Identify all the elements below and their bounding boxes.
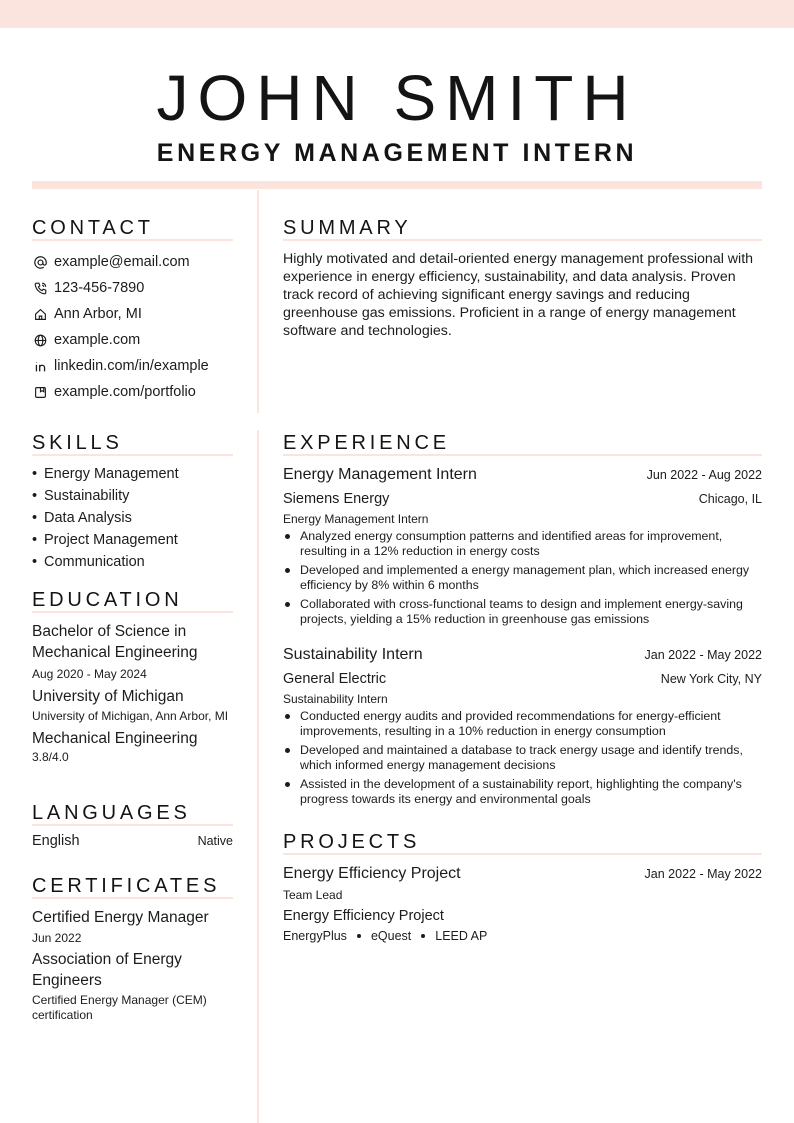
contact-heading: CONTACT xyxy=(32,217,154,239)
job-title: Energy Management Intern xyxy=(283,466,477,483)
header-divider xyxy=(32,181,762,189)
contact-phone-text: 123-456-7890 xyxy=(54,280,145,296)
projects-heading: PROJECTS xyxy=(283,831,421,853)
projects-rule xyxy=(283,853,762,855)
contact-linkedin[interactable] xyxy=(32,353,252,379)
list-item: • Data Analysis xyxy=(32,510,132,526)
certificate-description: Certified Energy Manager (CEM) certification xyxy=(32,993,207,1022)
globe-icon xyxy=(32,332,48,348)
email-icon xyxy=(32,254,48,270)
list-item: Developed and implemented a energy management plan, which increased energy efficiency by 8% within 6 months xyxy=(283,563,762,593)
project-role: Team Lead xyxy=(283,888,343,902)
project-entry xyxy=(283,863,762,945)
certificates-heading: CERTIFICATES xyxy=(32,875,221,897)
contact-email[interactable] xyxy=(32,249,252,275)
education-gpa: 3.8/4.0 xyxy=(32,750,69,764)
phone-icon xyxy=(32,280,48,296)
project-name: Energy Efficiency Project xyxy=(283,865,461,882)
list-item: Conducted energy audits and provided recommendations for energy-efficient improvements, resulting in a 10% reduction in energy consumption xyxy=(283,709,762,739)
list-item: • Sustainability xyxy=(32,488,130,504)
experience-rule xyxy=(283,454,762,456)
contact-email-text: example@email.com xyxy=(54,254,190,270)
project-tool: LEED AP xyxy=(435,929,488,943)
education-rule xyxy=(32,611,233,613)
project-tool: EnergyPlus xyxy=(283,929,347,943)
linkedin-icon xyxy=(32,358,48,374)
contact-portfolio[interactable] xyxy=(32,379,252,405)
contact-rule xyxy=(32,239,233,241)
experience-heading: EXPERIENCE xyxy=(283,432,450,454)
job-company: Siemens Energy xyxy=(283,491,390,507)
experience-entry-2 xyxy=(283,644,762,811)
language-name: English xyxy=(32,833,80,849)
job-company: General Electric xyxy=(283,671,387,687)
job-dates: Jan 2022 - May 2022 xyxy=(644,648,762,662)
job-bullets xyxy=(283,529,762,627)
contact-portfolio-text: example.com/portfolio xyxy=(54,384,196,400)
language-level: Native xyxy=(197,834,233,848)
languages-heading: LANGUAGES xyxy=(32,802,191,824)
certificate-date: Jun 2022 xyxy=(32,931,82,945)
list-item: Analyzed energy consumption patterns and identified areas for improvement, resulting in a 12% reduction in energy costs xyxy=(283,529,762,559)
summary-rule xyxy=(283,239,762,241)
job-location: New York City, NY xyxy=(660,672,762,686)
candidate-name: JOHN SMITH xyxy=(156,62,638,134)
skills-rule xyxy=(32,454,233,456)
job-location: Chicago, IL xyxy=(698,492,762,506)
language-row xyxy=(32,833,233,849)
project-dates: Jan 2022 - May 2022 xyxy=(644,867,762,881)
certificate-name: Certified Energy Manager xyxy=(32,909,209,926)
education-location: University of Michigan, Ann Arbor, MI xyxy=(32,709,229,723)
education-school: University of Michigan xyxy=(32,688,184,705)
column-divider-bottom xyxy=(257,430,259,1123)
project-subtitle: Energy Efficiency Project xyxy=(283,908,444,924)
education-entry xyxy=(32,621,237,765)
experience-entry-1 xyxy=(283,464,762,631)
contact-linkedin-text: linkedin.com/in/example xyxy=(54,358,209,374)
skills-list xyxy=(32,463,242,573)
list-item: • Communication xyxy=(32,554,145,570)
contact-phone[interactable] xyxy=(32,275,252,301)
contact-location-text: Ann Arbor, MI xyxy=(54,306,142,322)
certificate-issuer: Association of Energy Engineers xyxy=(32,951,182,989)
candidate-title: ENERGY MANAGEMENT INTERN xyxy=(156,139,638,167)
contact-location xyxy=(32,301,252,327)
list-item: Collaborated with cross-functional teams to design and implement energy-saving projects, yielding a 15% reduction in greenhouse gas emissions xyxy=(283,597,762,627)
education-field: Mechanical Engineering xyxy=(32,730,198,747)
job-dates: Jun 2022 - Aug 2022 xyxy=(646,468,762,482)
top-accent-band xyxy=(0,0,794,28)
contact-list xyxy=(32,249,252,405)
home-icon xyxy=(32,306,48,322)
education-heading: EDUCATION xyxy=(32,589,183,611)
summary-text: Highly motivated and detail-oriented energy management professional with experience in energy efficiency, sustainability, and data analysis. Proven track record of achieving significant energy savings and reducing greenhouse gas emissions. Proficient in a range of energy management software and technologies. xyxy=(283,251,754,339)
separator-dot xyxy=(421,934,425,938)
portfolio-icon xyxy=(32,384,48,400)
education-degree: Bachelor of Science in Mechanical Engineering xyxy=(32,623,198,661)
job-bullets xyxy=(283,709,762,807)
summary-heading: SUMMARY xyxy=(283,217,412,239)
project-tools xyxy=(283,927,762,945)
certificate-entry xyxy=(32,907,237,1023)
list-item: • Energy Management xyxy=(32,466,179,482)
contact-website[interactable] xyxy=(32,327,252,353)
education-dates: Aug 2020 - May 2024 xyxy=(32,667,147,681)
job-role: Energy Management Intern xyxy=(283,512,429,526)
list-item: Assisted in the development of a sustainability report, highlighting the company's progress towards its energy and environmental goals xyxy=(283,777,762,807)
list-item: • Project Management xyxy=(32,532,178,548)
separator-dot xyxy=(357,934,361,938)
certificates-rule xyxy=(32,897,233,899)
list-item: Developed and maintained a database to track energy usage and identify trends, which informed energy management decisions xyxy=(283,743,762,773)
contact-website-text: example.com xyxy=(54,332,141,348)
languages-rule xyxy=(32,824,233,826)
job-title: Sustainability Intern xyxy=(283,646,423,663)
project-tool: eQuest xyxy=(370,929,412,943)
skills-heading: SKILLS xyxy=(32,432,123,454)
job-role: Sustainability Intern xyxy=(283,692,388,706)
column-divider-top xyxy=(257,190,259,413)
